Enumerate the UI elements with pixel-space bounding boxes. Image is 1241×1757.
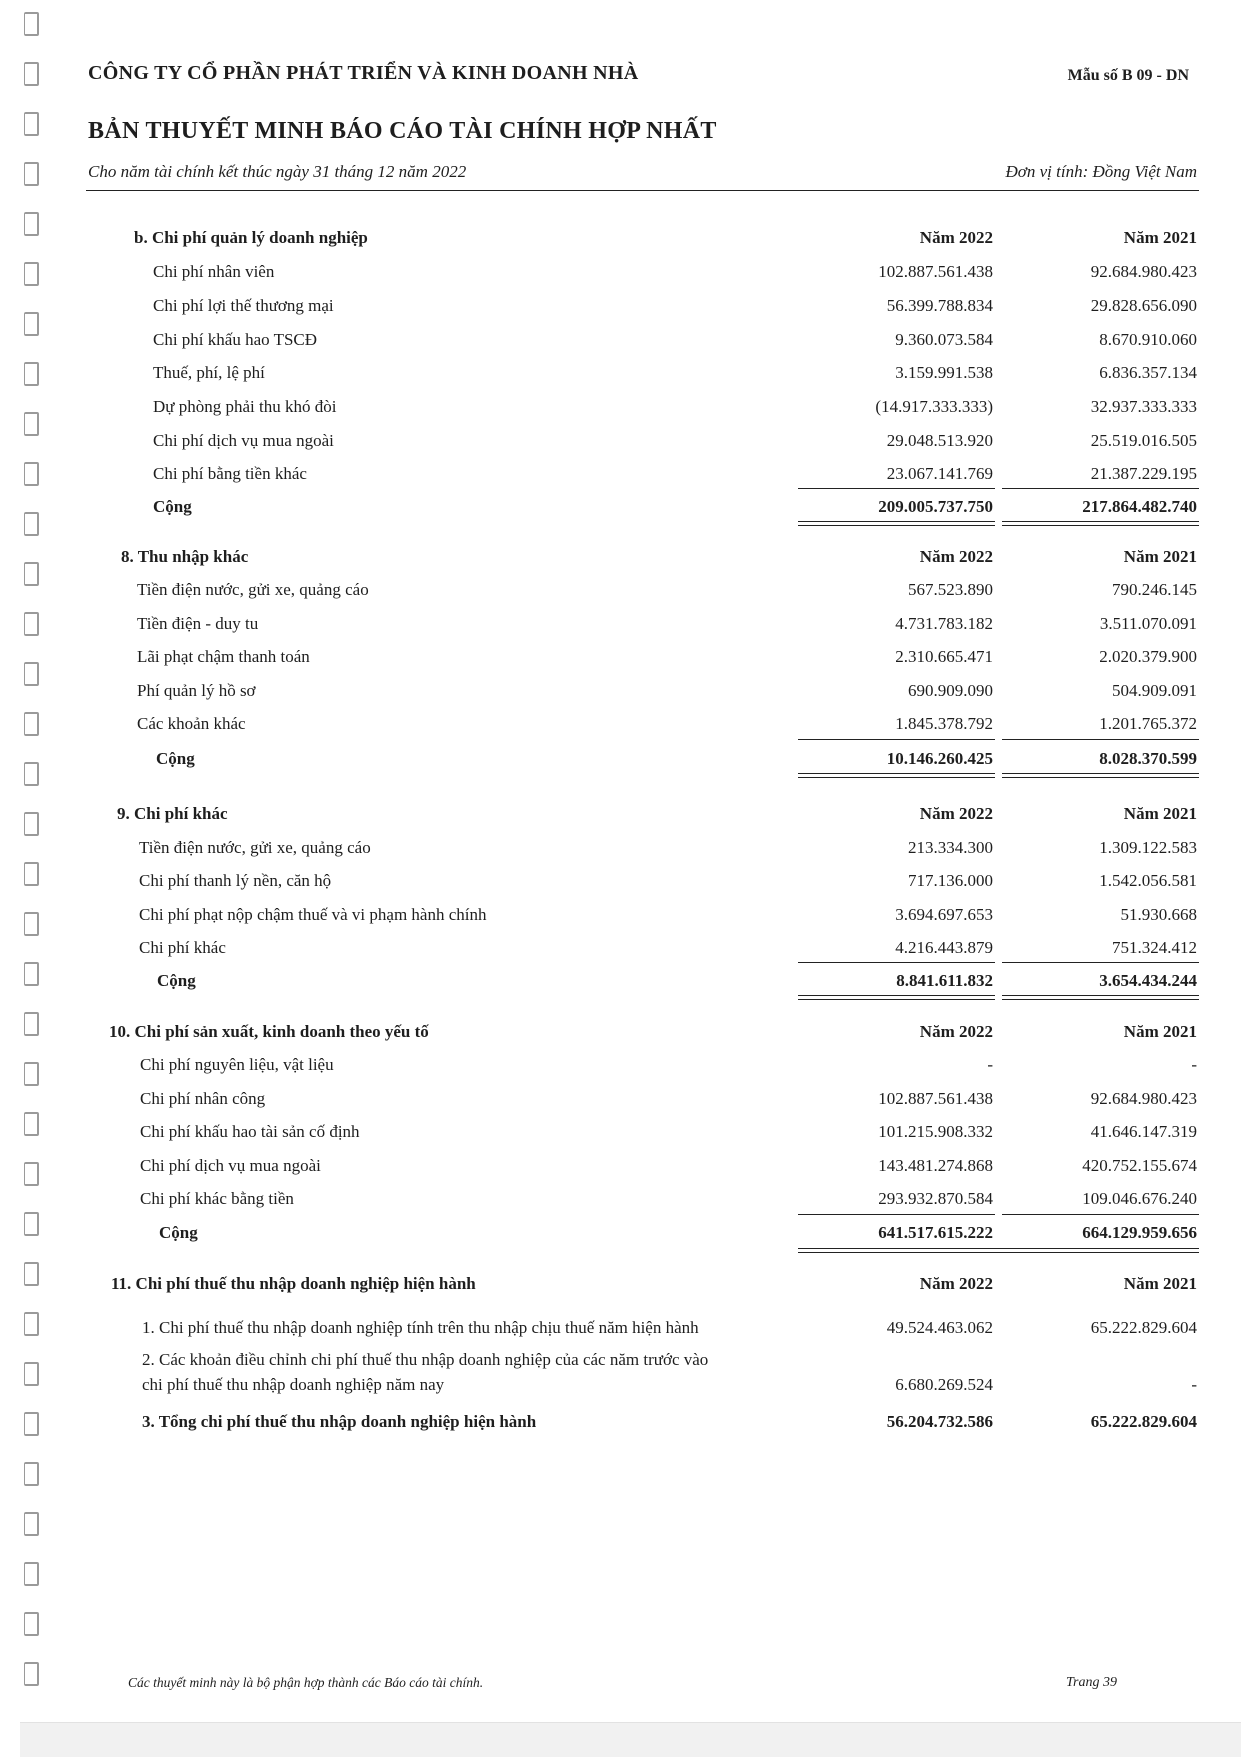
section-header-row <box>0 804 1241 830</box>
row-label: Dự phòng phải thu khó đòi <box>153 397 337 416</box>
subtotal-line <box>798 1214 995 1215</box>
binder-hole <box>24 1462 39 1486</box>
row-label: Chi phí dịch vụ mua ngoài <box>140 1156 321 1175</box>
total-label: Cộng <box>153 497 192 516</box>
page-number: Trang 39 <box>1066 1675 1117 1690</box>
binder-hole <box>24 1512 39 1536</box>
total-double-line <box>1002 995 1199 1000</box>
row-label: Tiền điện - duy tu <box>137 614 259 633</box>
table-row-multiline <box>0 1350 1241 1376</box>
value-2022: 143.481.274.868 <box>878 1156 993 1175</box>
form-code: Mẫu số B 09 - DN <box>1067 67 1189 84</box>
header-divider <box>86 190 1199 191</box>
total-2022: 10.146.260.425 <box>886 749 993 768</box>
table-row <box>0 296 1241 322</box>
table-row <box>0 838 1241 864</box>
value-2021: 751.324.412 <box>1112 938 1197 957</box>
value-2021: 25.519.016.505 <box>1090 431 1197 450</box>
total-row <box>0 497 1241 523</box>
total-double-line <box>1002 521 1199 526</box>
footer-note: Các thuyết minh này là bộ phận hợp thành các Báo cáo tài chính. <box>128 1675 484 1690</box>
value-2022: 102.887.561.438 <box>878 1089 993 1108</box>
row-label: Chi phí dịch vụ mua ngoài <box>153 431 334 450</box>
subtotal-line <box>1002 739 1199 740</box>
value-2021: 790.246.145 <box>1112 580 1197 599</box>
row-label: Chi phí khác bằng tiền <box>140 1189 294 1208</box>
table-row <box>0 1156 1241 1182</box>
binder-hole <box>24 112 39 136</box>
total-label: Cộng <box>157 971 196 990</box>
section-title: 8. Thu nhập khác <box>121 547 249 566</box>
total-2022: 8.841.611.832 <box>896 971 993 990</box>
total-2021: 8.028.370.599 <box>1099 749 1197 768</box>
row-label: Chi phí nhân công <box>140 1089 266 1108</box>
column-header-2021: Năm 2021 <box>1123 547 1197 566</box>
value-2021: 1.201.765.372 <box>1099 714 1197 733</box>
row-label: Lãi phạt chậm thanh toán <box>137 647 310 666</box>
row-label-continued: chi phí thuế thu nhập doanh nghiệp năm nay <box>142 1375 445 1394</box>
table-row <box>0 1055 1241 1081</box>
table-row <box>0 1089 1241 1115</box>
total-row <box>0 1223 1241 1249</box>
section-header-row <box>0 228 1241 254</box>
value-2022: 4.731.783.182 <box>895 614 993 633</box>
column-header-2022: Năm 2022 <box>919 804 993 823</box>
row-label: Chi phí bằng tiền khác <box>153 464 307 483</box>
value-2022: 29.048.513.920 <box>886 431 993 450</box>
subtotal-line <box>1002 488 1199 489</box>
reporting-period: Cho năm tài chính kết thúc ngày 31 tháng 12 năm 2022 <box>88 162 467 181</box>
value-2021: 32.937.333.333 <box>1090 397 1197 416</box>
row-label: Chi phí khấu hao tài sản cố định <box>140 1122 360 1141</box>
value-2021: 1.542.056.581 <box>1099 871 1197 890</box>
value-2021: 2.020.379.900 <box>1099 647 1197 666</box>
column-header-2021: Năm 2021 <box>1123 804 1197 823</box>
row-label: Chi phí lợi thế thương mại <box>153 296 334 315</box>
value-2022: - <box>987 1055 993 1074</box>
column-header-2022: Năm 2022 <box>919 1274 993 1293</box>
company-name: CÔNG TY CỔ PHẦN PHÁT TRIỂN VÀ KINH DOANH NHÀ <box>88 62 639 84</box>
value-2022: 49.524.463.062 <box>886 1318 993 1337</box>
row-label: Phí quản lý hồ sơ <box>137 681 256 700</box>
binder-hole <box>24 1662 39 1686</box>
value-2021: 420.752.155.674 <box>1082 1156 1197 1175</box>
value-2022: (14.917.333.333) <box>875 397 993 416</box>
value-2022: 567.523.890 <box>908 580 993 599</box>
total-label: Cộng <box>156 749 195 768</box>
currency-unit: Đơn vị tính: Đồng Việt Nam <box>1005 162 1197 181</box>
subtotal-line <box>798 488 995 489</box>
total-label: Cộng <box>159 1223 198 1242</box>
binder-hole <box>24 62 39 86</box>
subtotal-line <box>1002 1214 1199 1215</box>
total-2021: 3.654.434.244 <box>1099 971 1197 990</box>
binder-hole <box>24 162 39 186</box>
section-title: b. Chi phí quản lý doanh nghiệp <box>134 228 368 247</box>
total-row <box>0 749 1241 775</box>
subtotal-line <box>798 962 995 963</box>
table-row <box>0 647 1241 673</box>
table-row <box>0 1318 1241 1344</box>
value-2021: 8.670.910.060 <box>1099 330 1197 349</box>
table-row <box>0 905 1241 931</box>
table-row <box>0 1189 1241 1215</box>
total-2022: 209.005.737.750 <box>878 497 993 516</box>
column-header-2022: Năm 2022 <box>919 547 993 566</box>
section-header-row <box>0 547 1241 573</box>
value-2022: 3.694.697.653 <box>895 905 993 924</box>
value-2022: 1.845.378.792 <box>895 714 993 733</box>
table-row <box>0 1375 1241 1401</box>
table-row <box>0 714 1241 740</box>
table-row <box>0 614 1241 640</box>
row-label: 2. Các khoản điều chỉnh chi phí thuế thu nhập doanh nghiệp của các năm trước vào <box>142 1350 709 1369</box>
total-2021: 65.222.829.604 <box>1090 1412 1197 1431</box>
section-title: 9. Chi phí khác <box>117 804 228 823</box>
row-label: Chi phí khác <box>139 938 226 957</box>
row-label: Chi phí nhân viên <box>153 262 275 281</box>
table-row <box>0 262 1241 288</box>
value-2021: 92.684.980.423 <box>1090 1089 1197 1108</box>
value-2021: - <box>1191 1375 1197 1394</box>
table-row <box>0 580 1241 606</box>
binder-hole <box>24 1562 39 1586</box>
row-label: Chi phí nguyên liệu, vật liệu <box>140 1055 334 1074</box>
row-label: Tiền điện nước, gửi xe, quảng cáo <box>137 580 369 599</box>
value-2022: 717.136.000 <box>908 871 993 890</box>
total-row <box>0 1412 1241 1438</box>
value-2021: 65.222.829.604 <box>1090 1318 1197 1337</box>
value-2021: - <box>1191 1055 1197 1074</box>
value-2022: 102.887.561.438 <box>878 262 993 281</box>
table-row <box>0 681 1241 707</box>
column-header-2022: Năm 2022 <box>919 228 993 247</box>
total-double-line <box>798 521 995 526</box>
row-label: Tiền điện nước, gửi xe, quảng cáo <box>139 838 371 857</box>
row-label: Các khoản khác <box>137 714 246 733</box>
value-2022: 3.159.991.538 <box>895 363 993 382</box>
column-header-2021: Năm 2021 <box>1123 1274 1197 1293</box>
total-2021: 664.129.959.656 <box>1082 1223 1197 1242</box>
table-row <box>0 464 1241 490</box>
total-double-line <box>798 1248 1199 1253</box>
value-2021: 3.511.070.091 <box>1099 614 1197 633</box>
value-2022: 101.215.908.332 <box>878 1122 993 1141</box>
scan-bottom-edge <box>20 1722 1241 1757</box>
value-2021: 51.930.668 <box>1120 905 1197 924</box>
document-title: BẢN THUYẾT MINH BÁO CÁO TÀI CHÍNH HỢP NHẤT <box>88 118 717 144</box>
section-header-row <box>0 1022 1241 1048</box>
value-2022: 23.067.141.769 <box>886 464 993 483</box>
section-header-row <box>0 1274 1241 1300</box>
table-row <box>0 938 1241 964</box>
binder-hole <box>24 12 39 36</box>
value-2022: 2.310.665.471 <box>895 647 993 666</box>
value-2021: 6.836.357.134 <box>1099 363 1197 382</box>
value-2022: 9.360.073.584 <box>895 330 993 349</box>
row-label: Chi phí thanh lý nền, căn hộ <box>139 871 332 890</box>
value-2022: 293.932.870.584 <box>878 1189 993 1208</box>
table-row <box>0 397 1241 423</box>
table-row <box>0 871 1241 897</box>
value-2021: 92.684.980.423 <box>1090 262 1197 281</box>
total-double-line <box>1002 773 1199 778</box>
column-header-2021: Năm 2021 <box>1123 1022 1197 1041</box>
total-2021: 217.864.482.740 <box>1082 497 1197 516</box>
section-title: 11. Chi phí thuế thu nhập doanh nghiệp hiện hành <box>111 1274 476 1293</box>
row-label: Chi phí phạt nộp chậm thuế và vi phạm hành chính <box>139 905 487 924</box>
subtotal-line <box>798 739 995 740</box>
row-label: Thuế, phí, lệ phí <box>153 363 265 382</box>
total-row <box>0 971 1241 997</box>
value-2021: 1.309.122.583 <box>1099 838 1197 857</box>
value-2022: 4.216.443.879 <box>895 938 993 957</box>
value-2021: 504.909.091 <box>1112 681 1197 700</box>
total-2022: 56.204.732.586 <box>886 1412 993 1431</box>
total-double-line <box>798 995 995 1000</box>
binder-hole <box>24 1612 39 1636</box>
value-2021: 109.046.676.240 <box>1082 1189 1197 1208</box>
column-header-2022: Năm 2022 <box>919 1022 993 1041</box>
value-2021: 41.646.147.319 <box>1090 1122 1197 1141</box>
value-2022: 690.909.090 <box>908 681 993 700</box>
value-2022: 213.334.300 <box>908 838 993 857</box>
row-label: Chi phí khấu hao TSCĐ <box>153 330 318 349</box>
section-title: 10. Chi phí sản xuất, kinh doanh theo yếu tố <box>109 1022 429 1041</box>
table-row <box>0 363 1241 389</box>
total-2022: 641.517.615.222 <box>878 1223 993 1242</box>
row-label: 1. Chi phí thuế thu nhập doanh nghiệp tính trên thu nhập chịu thuế năm hiện hành <box>142 1318 699 1337</box>
value-2021: 29.828.656.090 <box>1090 296 1197 315</box>
table-row <box>0 1122 1241 1148</box>
value-2022: 56.399.788.834 <box>886 296 993 315</box>
table-row <box>0 330 1241 356</box>
value-2022: 6.680.269.524 <box>895 1375 993 1394</box>
column-header-2021: Năm 2021 <box>1123 228 1197 247</box>
table-row <box>0 431 1241 457</box>
total-label: 3. Tổng chi phí thuế thu nhập doanh nghiệp hiện hành <box>142 1412 537 1431</box>
subtotal-line <box>1002 962 1199 963</box>
total-double-line <box>798 773 995 778</box>
value-2021: 21.387.229.195 <box>1090 464 1197 483</box>
